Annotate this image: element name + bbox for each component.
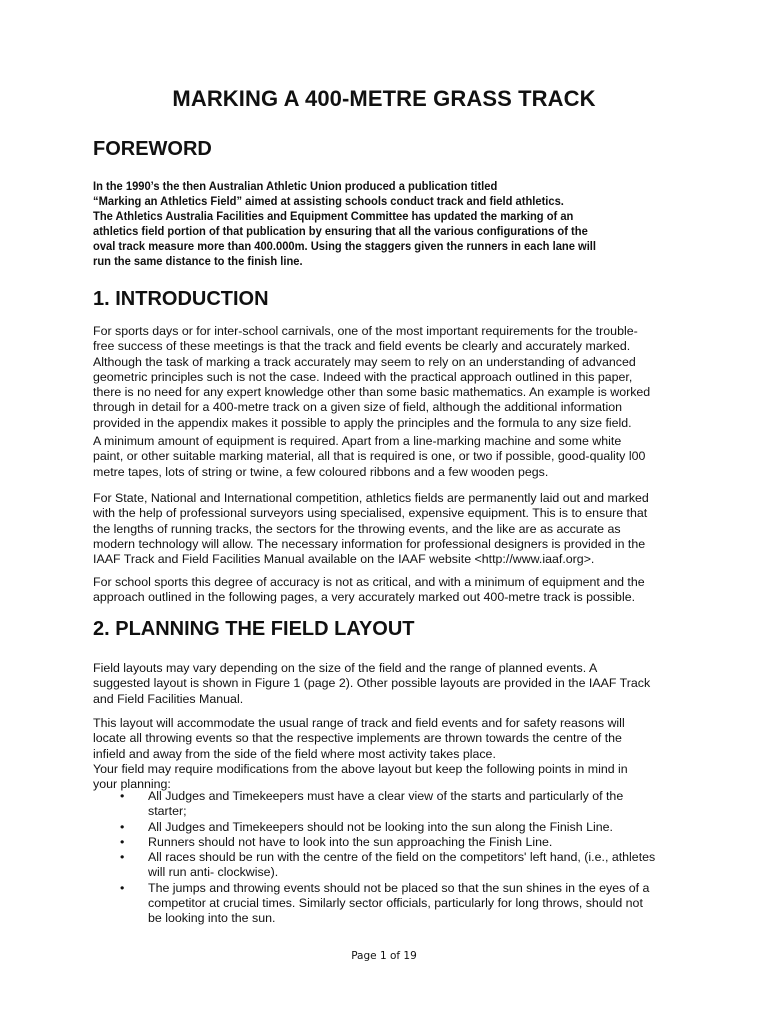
text-line: In the 1990’s the then Australian Athletic Union produced a publication titled <box>93 179 498 193</box>
bullet-icon: • <box>120 819 125 834</box>
planning-bullet-list <box>93 789 693 927</box>
planning-paragraph-2 <box>93 716 683 792</box>
bullet-icon: • <box>120 880 125 895</box>
introduction-heading: 1. INTRODUCTION <box>93 288 269 310</box>
text-line: IAAF Track and Field Facilities Manual available on the IAAF website <http://www.iaaf.org>. <box>93 552 595 567</box>
text-line: All Judges and Timekeepers should not be looking into the sun along the Finish Line. <box>148 819 613 834</box>
introduction-paragraph-3 <box>93 491 683 567</box>
text-line: This layout will accommodate the usual range of track and field events and for safety reasons will <box>93 716 625 730</box>
text-line: infield and away from the side of the field where most activity takes place. <box>93 746 496 761</box>
list-item <box>93 850 693 881</box>
text-line: For sports days or for inter-school carnivals, one of the most important requirements for the trouble- <box>93 324 638 338</box>
text-line: The jumps and throwing events should not be placed so that the sun shines in the eyes of a <box>148 880 650 895</box>
text-line: “Marking an Athletics Field” aimed at assisting schools conduct track and field athletics. <box>93 194 564 208</box>
text-line: your planning: <box>93 777 171 792</box>
list-item <box>93 881 693 927</box>
text-line: starter; <box>148 804 187 819</box>
text-line: Field layouts may vary depending on the size of the field and the range of planned events. A <box>93 661 598 675</box>
page-number: Page 1 of 19 <box>351 950 417 962</box>
planning-paragraph-1 <box>93 661 683 707</box>
text-line: geometric principles such is not the case. Indeed with the practical approach outlined in this paper, <box>93 369 633 384</box>
introduction-paragraph-4 <box>93 575 683 606</box>
text-line: be looking into the sun. <box>148 911 276 926</box>
text-line: through in detail for a 400-metre track on a given size of field, although the additional information <box>93 400 622 415</box>
foreword-heading: FOREWORD <box>93 138 212 160</box>
list-item <box>93 789 693 820</box>
list-item <box>93 820 693 835</box>
text-line: paint, or other suitable marking material, all that is required is one, or two if possible, good-quality l00 <box>93 449 646 464</box>
planning-heading: 2. PLANNING THE FIELD LAYOUT <box>93 618 415 640</box>
text-line: All races should be run with the centre of the field on the competitors' left hand, (i.e., athletes <box>148 850 656 865</box>
introduction-paragraph-2 <box>93 434 683 480</box>
bullet-icon: • <box>120 834 125 849</box>
text-line: modern technology will allow. The necessary information for professional designers is provided in the <box>93 536 646 551</box>
text-line: competitor at crucial times. Similarly sector officials, particularly for long throws, should not <box>148 896 643 911</box>
list-item <box>93 835 693 850</box>
text-line: oval track measure more than 400.000m. Using the staggers given the runners in each lane will <box>93 239 597 253</box>
foreword-text <box>93 179 651 269</box>
text-line: there is no need for any expert knowledge other than some basic mathematics. An example is worked <box>93 385 651 400</box>
document-title: MARKING A 400-METRE GRASS TRACK <box>172 86 596 111</box>
text-line: with the help of professional surveyors using specialised, expensive equipment. This is to ensure that <box>93 506 648 521</box>
text-line: approach outlined in the following pages, a very accurately marked out 400-metre track is possible. <box>93 590 636 605</box>
text-line: Runners should not have to look into the sun approaching the Finish Line. <box>148 834 553 849</box>
text-line: metre tapes, lots of string or twine, a few coloured ribbons and a few wooden pegs. <box>93 464 549 479</box>
text-line: provided in the appendix makes it possible to apply the principles and the formula to any size field. <box>93 415 632 430</box>
text-line: Your field may require modifications from the above layout but keep the following points in mind in <box>93 761 628 776</box>
text-line: All Judges and Timekeepers must have a clear view of the starts and particularly of the <box>148 789 624 803</box>
text-line: locate all throwing events so that the respective implements are thrown towards the centre of the <box>93 731 622 746</box>
text-line: A minimum amount of equipment is required. Apart from a line-marking machine and some white <box>93 434 622 448</box>
text-line: free success of these meetings is that the track and field events be clearly and accurately marked. <box>93 339 631 354</box>
text-line: athletics field portion of that publication by ensuring that all the various configurations of the <box>93 224 588 238</box>
text-line: suggested layout is shown in Figure 1 (page 2). Other possible layouts are provided in the IAAF Track <box>93 676 651 691</box>
introduction-paragraph-1 <box>93 324 683 431</box>
text-line: For State, National and International competition, athletics fields are permanently laid out and marked <box>93 491 649 505</box>
text-line: and Field Facilities Manual. <box>93 691 244 706</box>
text-line: Although the task of marking a track accurately may seem to rely on an understanding of advanced <box>93 354 636 369</box>
text-line: The Athletics Australia Facilities and Equipment Committee has updated the marking of an <box>93 209 574 223</box>
bullet-icon: • <box>120 789 125 803</box>
text-line: run the same distance to the finish line. <box>93 254 303 268</box>
text-line: For school sports this degree of accuracy is not as critical, and with a minimum of equipment and the <box>93 575 645 589</box>
text-line: will run anti- clockwise). <box>148 865 279 880</box>
text-line: the lengths of running tracks, the sectors for the throwing events, and the like are as accurate as <box>93 521 621 536</box>
bullet-icon: • <box>120 850 125 865</box>
